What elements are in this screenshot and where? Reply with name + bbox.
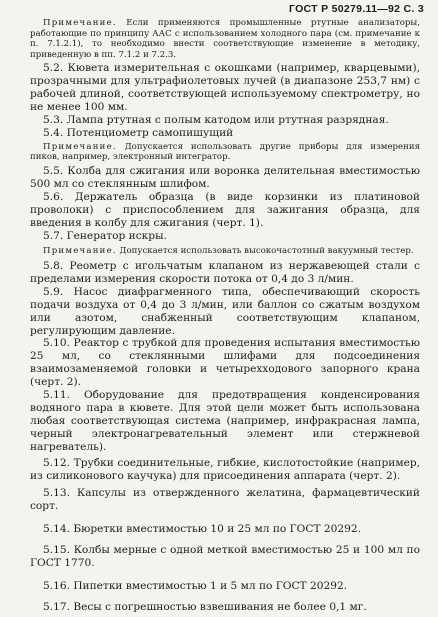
note-paragraph — [30, 142, 420, 163]
item-5-16: 5.16. Пипетки вместимостью 1 и 5 мл по ГОСТ 20292. — [43, 579, 348, 592]
note-label: Примечание. — [43, 141, 117, 152]
note-text: Допускается использовать высокочастотный вакуумный тестер. — [119, 246, 414, 257]
item-5-15: 5.15. Колбы мерные с одной меткой вместимостью 25 и 100 мл по ГОСТ 1770. — [30, 544, 420, 570]
item-5-11: 5.11. Оборудование для предотвращения конденсирования водяного пара в кювете. Для этой цели может быть использована любая соответствующая система (например, инфракрасная лампа, черный электронагревательный элемент или стержневой нагреватель). — [30, 389, 420, 453]
page-header: ГОСТ Р 50279.11—92 С. 3 — [288, 3, 424, 15]
item-5-5: 5.5. Колба для сжигания или воронка делительная вместимостью 500 мл со стеклянным шлифом. — [30, 165, 420, 190]
item-5-14: 5.14. Бюретки вместимостью 10 и 25 мл по ГОСТ 20292. — [43, 523, 361, 536]
note-paragraph — [30, 18, 420, 60]
note-paragraph — [30, 246, 420, 257]
item-5-4: 5.4. Потенциометр самопишущий — [43, 126, 234, 139]
item-5-7: 5.7. Генератор искры. — [43, 229, 167, 242]
item-5-12: 5.12. Трубки соединительные, гибкие, кислотостойкие (например, из силиконового каучука) для присоединения аппарата (черт. 2). — [30, 456, 420, 482]
note-label: Примечание. — [43, 246, 117, 257]
note-text: Допускается использовать другие приборы для измерения пиков, например, электронный интегратор. — [30, 141, 420, 163]
item-5-10: 5.10. Реактор с трубкой для проведения испытания вместимостью 25 мл, со стеклянными шлифами для подсоединения взаимозаменяемой головки и четырехходового запорного крана (черт. 2). — [30, 337, 420, 389]
note-text: Если применяются промышленные ртутные анализаторы, работающие по принципу ААС с использованием холодного пара (см. примечание к п. 7.1.2.1), то необходимо внести соответствующие изменение в методику, приведенную в пп. 7.1.2 и 7.2.3. — [30, 18, 420, 60]
item-5-8: 5.8. Реометр с игольчатым клапаном из нержавеющей стали с пределами измерения скорости потока от 0,4 до 3 л/мин. — [30, 260, 420, 285]
note-label: Примечание. — [43, 18, 117, 28]
item-5-2: 5.2. Кювета измерительная с окошками (например, кварцевыми), прозрачными для ультрафиолетовых лучей (в диапазоне 253,7 нм) с рабочей длиной, соответствующей используемому спектрометру, но не менее 100 мм. — [30, 62, 420, 114]
item-5-17: 5.17. Весы с погрешностью взвешивания не более 0,1 мг. — [43, 600, 367, 613]
item-5-6: 5.6. Держатель образца (в виде корзинки из платиновой проволоки) с приспособлением для зажигания образца, для введения в колбу для сжигания (черт. 1). — [30, 190, 420, 229]
item-5-3: 5.3. Лампа ртутная с полым катодом или ртутная разрядная. — [43, 114, 389, 126]
page-content — [30, 18, 420, 614]
item-5-9: 5.9. Насос диафрагменного типа, обеспечивающий скорость подачи воздуха от 0,4 до 3 л/мин, или баллон со сжатым воздухом или азотом, снабженный соответствующим клапаном, регулирующим давление. — [30, 285, 420, 337]
item-5-13: 5.13. Капсулы из отвержденного желатина, фармацевтический сорт. — [30, 487, 420, 513]
